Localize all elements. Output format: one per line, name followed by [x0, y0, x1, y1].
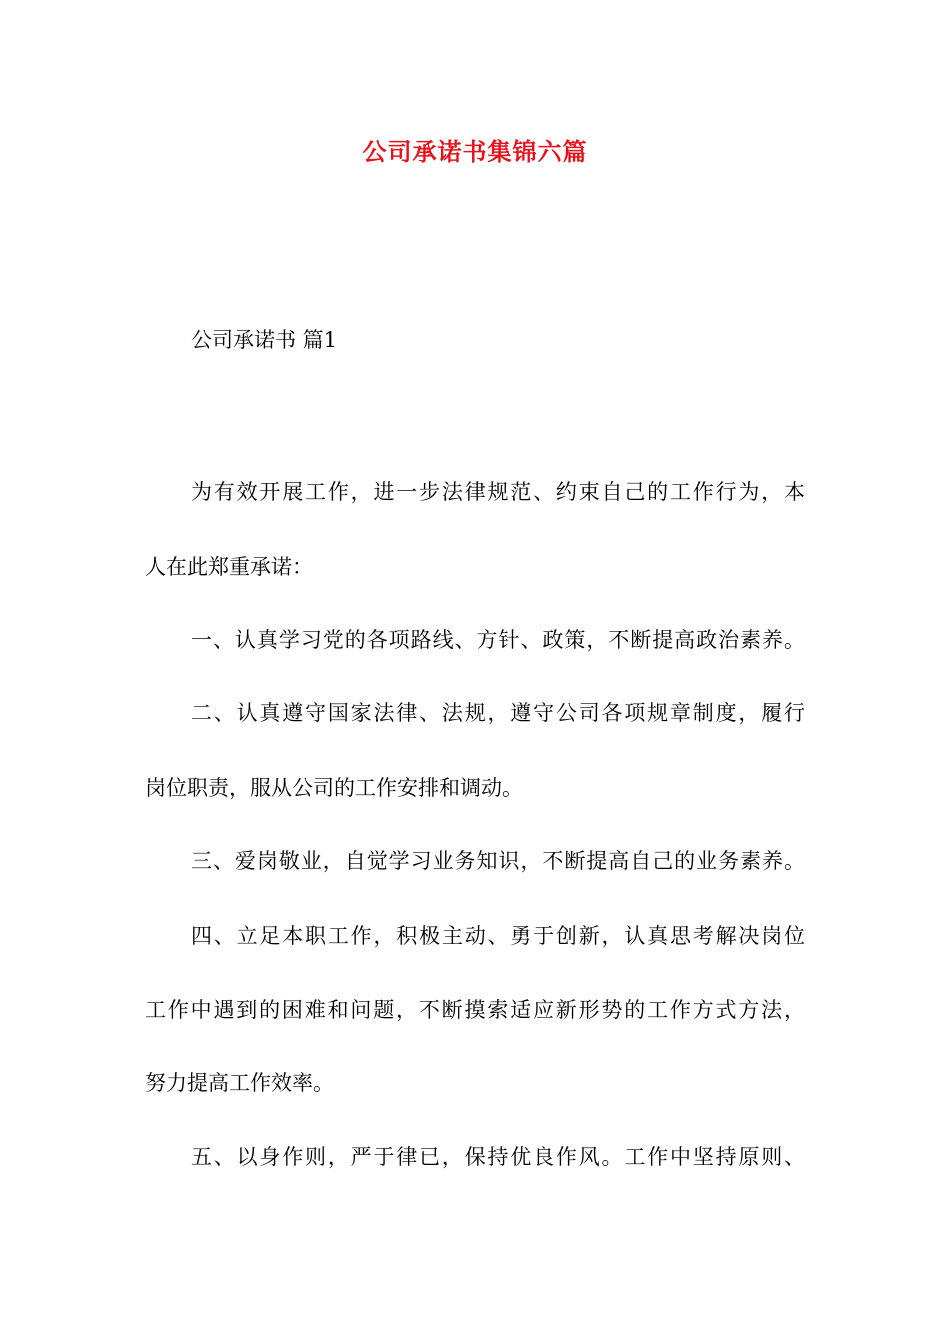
paragraph-line: 二、认真遵守国家法律、法规，遵守公司各项规章制度，履行	[191, 701, 805, 725]
paragraph-line: 五、以身作则，严于律已，保持优良作风。工作中坚持原则、	[191, 1145, 805, 1169]
document-title: 公司承诺书集锦六篇	[362, 137, 588, 166]
paragraph-line: 岗位职责，服从公司的工作安排和调动。	[145, 776, 523, 800]
paragraph-line: 努力提高工作效率。	[145, 1071, 334, 1095]
paragraph-line: 三、爱岗敬业，自觉学习业务知识，不断提高自己的业务素养。	[191, 849, 805, 873]
section-heading: 公司承诺书 篇1	[191, 328, 338, 352]
paragraph-line: 人在此郑重承诺：	[145, 555, 313, 579]
paragraph-line: 四、立足本职工作，积极主动、勇于创新，认真思考解决岗位	[191, 924, 805, 948]
paragraph-line: 为有效开展工作，进一步法律规范、约束自己的工作行为，本	[191, 480, 805, 504]
paragraph-line: 工作中遇到的困难和问题，不断摸索适应新形势的工作方式方法，	[145, 998, 805, 1022]
paragraph-line: 一、认真学习党的各项路线、方针、政策，不断提高政治素养。	[191, 628, 805, 652]
